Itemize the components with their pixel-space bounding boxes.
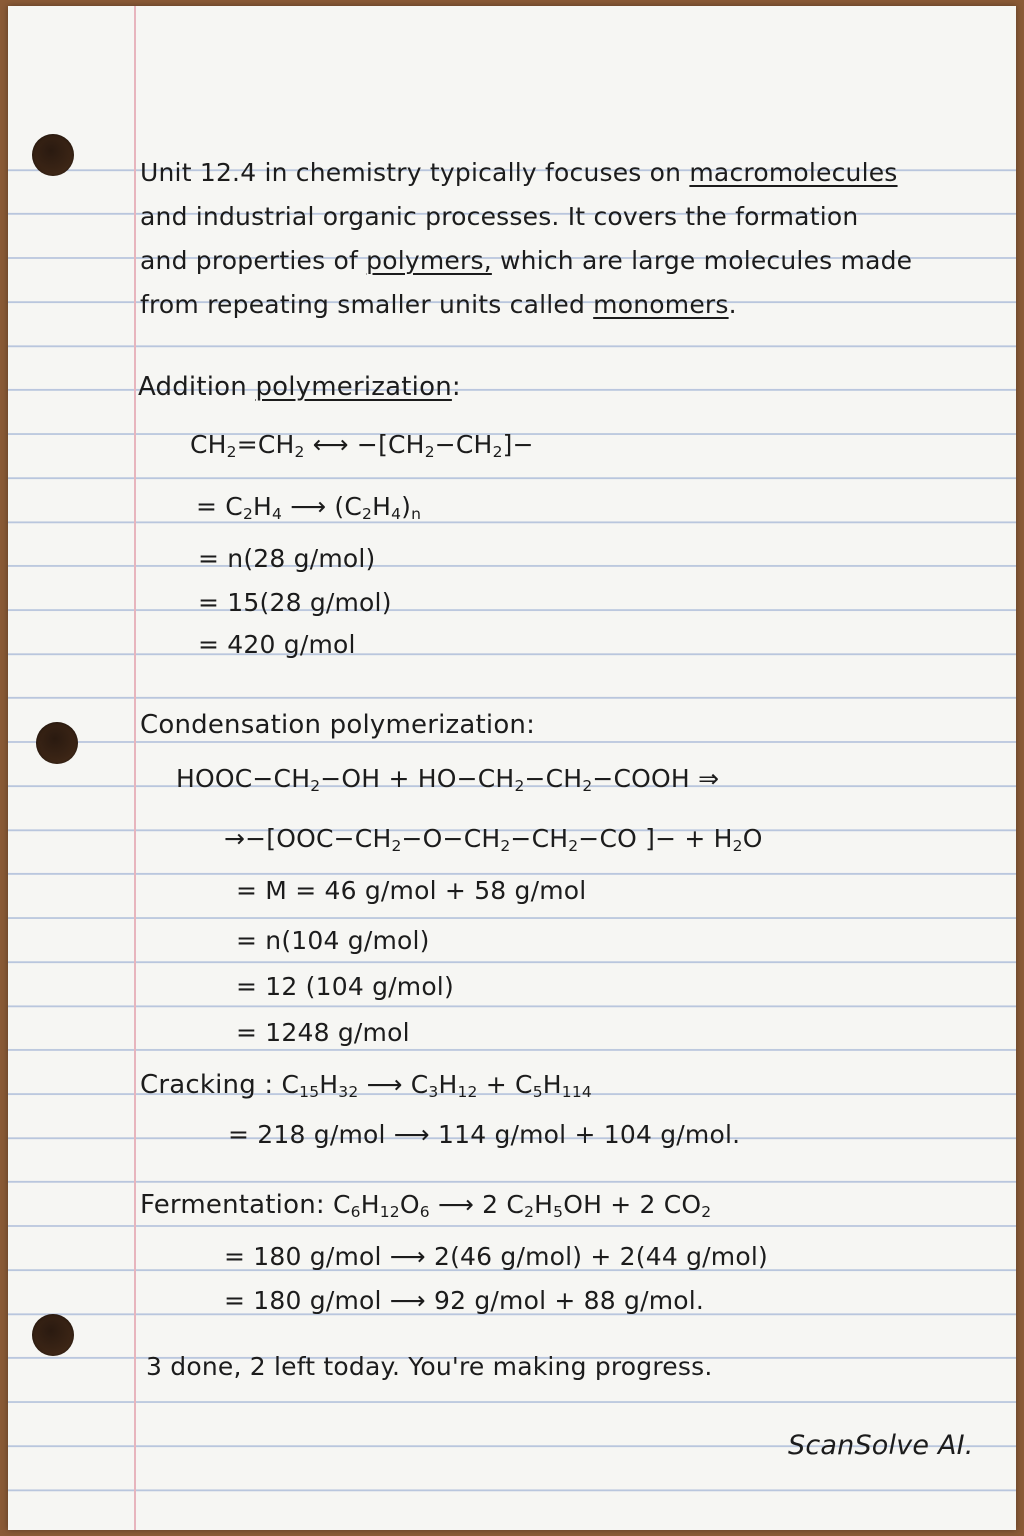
addition-equation-2: = $C_2H_4$ ⟶ $(C_2H_4)_n$: [196, 492, 422, 523]
addition-equation-5: = 420 g/mol: [198, 630, 356, 659]
condensation-equation-6: = 1248 g/mol: [236, 1018, 410, 1047]
condensation-equation-2: $\to-[OOC-CH_2-O-CH_2-CH_2-CO$ ]− + $H_2O$: [224, 824, 763, 855]
signature: ScanSolve AI.: [788, 1430, 974, 1461]
progress-note: 3 done, 2 left today. You're making progress.: [146, 1352, 713, 1381]
binder-hole: [32, 1314, 74, 1356]
intro-line-2: and industrial organic processes. It covers the formation: [140, 202, 859, 231]
condensation-heading: Condensation polymerization:: [140, 710, 536, 740]
cracking-equation-2: = 218 g/mol ⟶ 114 g/mol + 104 g/mol.: [228, 1120, 741, 1149]
intro-line-1: Unit 12.4 in chemistry typically focuses on macromolecules: [140, 158, 898, 187]
condensation-equation-3: = M = 46 g/mol + 58 g/mol: [236, 876, 587, 905]
addition-heading: Addition polymerization:: [138, 372, 461, 402]
addition-equation-1: $CH_2=CH_2$ ⟷ $-[CH_2-CH_2]-$: [190, 430, 534, 461]
intro-line-4: from repeating smaller units called monomers.: [140, 290, 737, 319]
fermentation-equation-2: = 180 g/mol ⟶ 2(46 g/mol) + 2(44 g/mol): [224, 1242, 768, 1271]
cracking-equation-1: Cracking : $C_{15}H_{32}$ ⟶ $C_3H_{12} + C_5H_{114}$: [140, 1070, 592, 1101]
binder-hole: [36, 722, 78, 764]
margin-line: [134, 6, 136, 1530]
notebook-paper: [8, 6, 1016, 1530]
fermentation-equation-1: Fermentation: $C_6H_{12}O_6$ ⟶ 2 $C_2H_5OH + 2$ $CO_2$: [140, 1190, 712, 1221]
addition-equation-4: = 15(28 g/mol): [198, 588, 392, 617]
addition-equation-3: = n(28 g/mol): [198, 544, 376, 573]
fermentation-equation-3: = 180 g/mol ⟶ 92 g/mol + 88 g/mol.: [224, 1286, 705, 1315]
condensation-equation-1: $HOOC-CH_2-OH$ + $HO-CH_2-CH_2-COOH$ ⇒: [176, 764, 720, 795]
binder-hole: [32, 134, 74, 176]
cracking-label: Cracking :: [140, 1070, 274, 1100]
condensation-equation-4: = n(104 g/mol): [236, 926, 430, 955]
fermentation-label: Fermentation:: [140, 1190, 325, 1220]
condensation-equation-5: = 12 (104 g/mol): [236, 972, 454, 1001]
intro-line-3: and properties of polymers, which are large molecules made: [140, 246, 913, 275]
